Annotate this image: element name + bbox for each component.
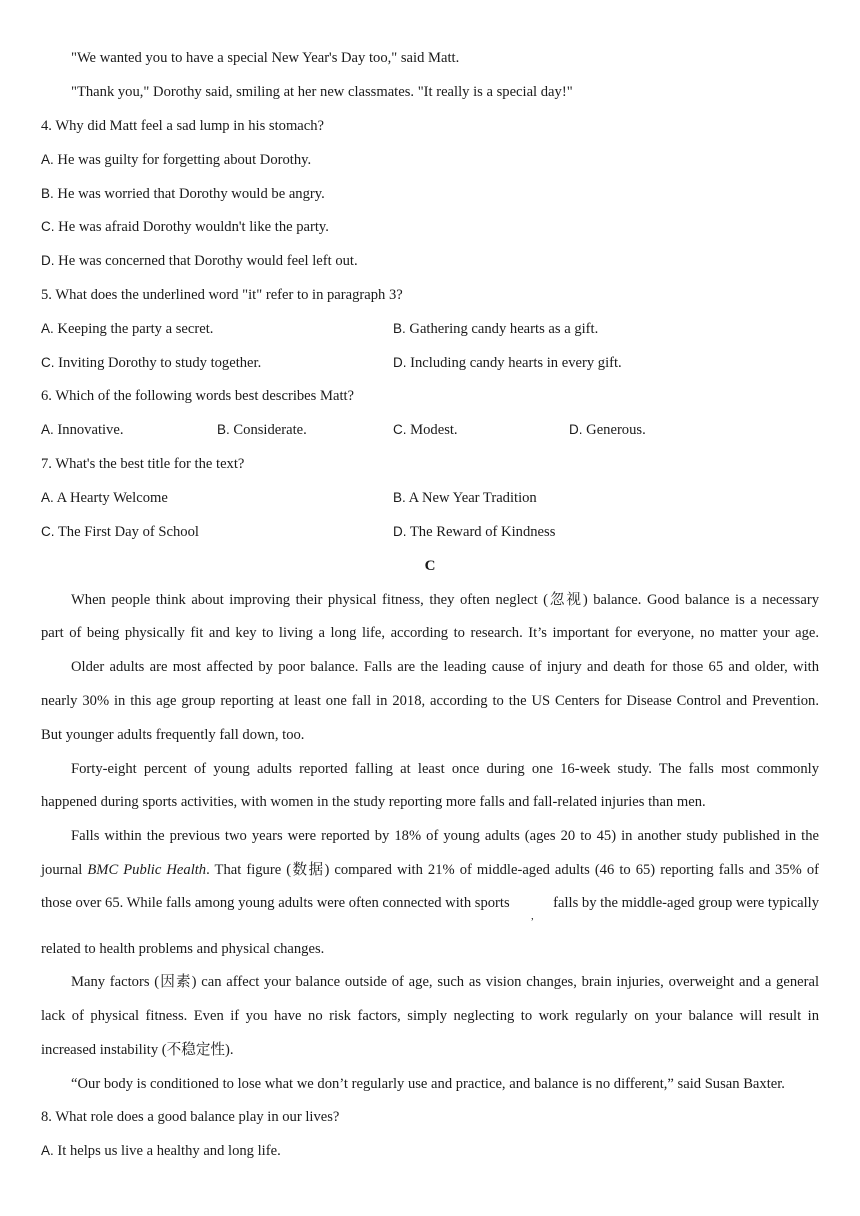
passage-line: increased instability (不稳定性). — [41, 1042, 234, 1058]
answer-option: D. Generous. — [569, 422, 646, 438]
passage-line: nearly 30% in this age group reporting at least one fall in 2018, according to the US Centers for Disease Control and Prevention. — [41, 693, 819, 709]
passage-line: Falls within the previous two years were reported by 18% of young adults (ages 20 to 45) in another study published in the — [71, 828, 819, 844]
answer-option: C. He was afraid Dorothy wouldn't like the party. — [41, 219, 329, 235]
answer-option: A. Keeping the party a secret. — [41, 321, 214, 337]
journal-title: BMC Public Health — [87, 862, 207, 878]
passage-line: falls by the middle-aged group were typically — [553, 895, 819, 911]
passage-line: But younger adults frequently fall down, too. — [41, 727, 305, 743]
answer-option: B. Gathering candy hearts as a gift. — [393, 321, 599, 337]
answer-option: D. He was concerned that Dorothy would feel left out. — [41, 253, 358, 269]
passage-line: related to health problems and physical changes. — [41, 941, 325, 957]
answer-option: C. Modest. — [393, 422, 458, 438]
passage-line: journal BMC Public Health. That figure (数据) compared with 21% of middle-aged adults (46 to 65) reporting falls and 35% of — [41, 862, 819, 878]
answer-option: C. The First Day of School — [41, 524, 199, 540]
question-stem: 8. What role does a good balance play in our lives? — [41, 1109, 340, 1125]
passage-line: When people think about improving their physical fitness, they often neglect (忽视) balance. Good balance is a necessary — [71, 592, 819, 608]
passage-line: part of being physically fit and key to living a long life, according to research. It’s important for everyone, no matter your age. — [41, 625, 819, 641]
passage-line: Older adults are most affected by poor balance. Falls are the leading cause of injury and death for those 65 and older, with — [71, 659, 819, 675]
question-stem: 7. What's the best title for the text? — [41, 456, 245, 472]
question-stem: 5. What does the underlined word "it" refer to in paragraph 3? — [41, 287, 403, 303]
passage-line: Forty-eight percent of young adults reported falling at least once during one 16-week study. The falls most commonly — [71, 761, 819, 777]
answer-option: A. It helps us live a healthy and long life. — [41, 1143, 281, 1159]
answer-option: C. Inviting Dorothy to study together. — [41, 355, 262, 371]
answer-option: B. A New Year Tradition — [393, 490, 537, 506]
answer-option: B. He was worried that Dorothy would be angry. — [41, 186, 325, 202]
question-stem: 4. Why did Matt feel a sad lump in his stomach? — [41, 118, 325, 134]
answer-option: D. Including candy hearts in every gift. — [393, 355, 622, 371]
passage-line: Many factors (因素) can affect your balance outside of age, such as vision changes, brain injuries, overweight and a general — [71, 974, 819, 990]
answer-option: A. A Hearty Welcome — [41, 490, 168, 506]
passage-line: “Our body is conditioned to lose what we don’t regularly use and practice, and balance is no different,” said Susan Baxter. — [71, 1076, 785, 1092]
question-stem: 6. Which of the following words best describes Matt? — [41, 388, 355, 404]
answer-option: A. He was guilty for forgetting about Dorothy. — [41, 152, 312, 168]
answer-option: B. Considerate. — [217, 422, 307, 438]
passage-line: lack of physical fitness. Even if you have no risk factors, simply neglecting to work regularly on your balance will result in — [41, 1008, 819, 1024]
dialogue-line: "We wanted you to have a special New Year's Day too," said Matt. — [71, 50, 460, 66]
passage-line: those over 65. While falls among young adults were often connected with sports — [41, 895, 510, 911]
answer-option: A. Innovative. — [41, 422, 124, 438]
section-heading: C — [424, 558, 436, 574]
passage-line: happened during sports activities, with women in the study reporting more falls and fall-related injuries than men. — [41, 794, 706, 810]
misplaced-comma: , — [531, 910, 534, 922]
dialogue-line: "Thank you," Dorothy said, smiling at her new classmates. "It really is a special day!" — [71, 84, 573, 100]
answer-option: D. The Reward of Kindness — [393, 524, 556, 540]
